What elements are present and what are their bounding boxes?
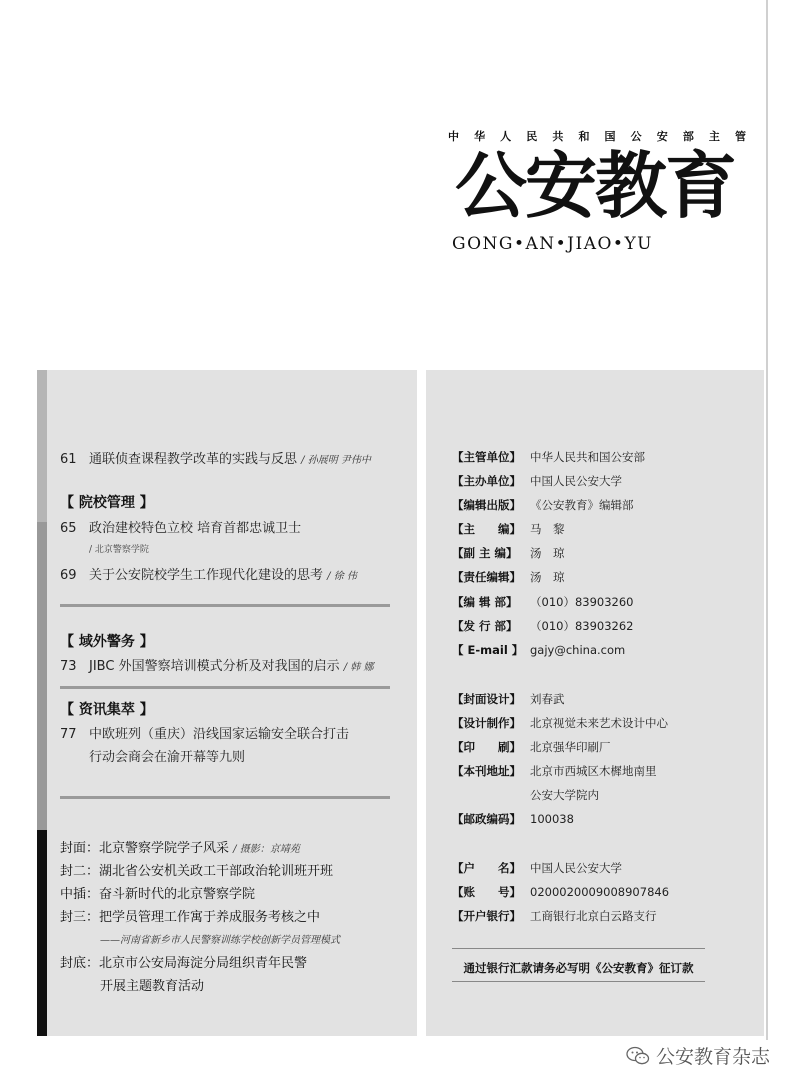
colophon-postcode [452,811,574,827]
colophon-value: 北京强华印刷厂 [530,740,611,754]
colophon-value: 中华人民共和国公安部 [530,450,645,464]
colophon-value: 中国人民公安大学 [530,861,622,875]
colophon-value: （010）83903262 [530,619,634,633]
toc-author: / 孙展明 尹伟中 [301,455,371,466]
colophon-label: 【主办单位】 [452,474,521,488]
colophon-responsible-editor [452,569,565,585]
cover-text: 把学员管理工作寓于养成服务考核之中 [99,910,321,925]
colophon-editorial-dept [452,594,633,610]
toc-title: 政治建校特色立校 培育首都忠诚卫士 [89,521,302,536]
colophon-value: （010）83903260 [530,595,634,609]
colophon-value: 北京市西城区木樨地南里 [530,764,657,778]
colophon-cover-design [452,691,565,707]
colophon-account-no [452,884,669,900]
magazine-title: 公安教育 [455,144,736,228]
section-heading-college: 【 院校管理 】 [60,495,154,511]
toc-title: 关于公安院校学生工作现代化建设的思考 [89,568,324,583]
colophon-label: 【账 号】 [452,885,521,899]
toc-page-number: 73 [60,659,77,674]
colophon-value: 《公安教育》编辑部 [530,498,634,512]
toc-title: JIBC 外国警察培训模式分析及对我国的启示 [89,659,340,674]
colophon-value: 汤 琼 [530,546,565,560]
colophon-printing [452,739,611,755]
toc-entry-77[interactable] [60,723,349,742]
cover-back [60,952,307,971]
magazine-pinyin: GONG•AN•JIAO•YU [452,234,653,254]
colophon-label: 【副 主 编】 [452,546,518,560]
notice-bottom-rule [452,981,705,982]
colophon-bank [452,908,657,924]
colophon-address-continued: 公安大学院内 [530,788,599,802]
toc-title-continued: 行动会商会在渝开幕等九则 [89,750,246,765]
cover-back-continued: 开展主题教育活动 [100,979,205,994]
colophon-email [452,642,625,658]
cover-label: 封底： [60,956,100,971]
cover-third-subtitle: ——河南省新乡市人民警察训练学校创新学员管理模式 [100,935,340,946]
colophon-label: 【开户银行】 [452,909,521,923]
side-bar-dark [37,830,47,1036]
cover-label: 封三： [60,910,100,925]
colophon-label: 【本刊地址】 [452,764,521,778]
colophon-label: 【印 刷】 [452,740,521,754]
toc-author: / 北京警察学院 [89,545,149,555]
cover-third [60,906,320,925]
colophon-value: 刘春武 [530,692,565,706]
colophon-design [452,715,668,731]
toc-page-number: 77 [60,727,77,742]
cover-text: 湖北省公安机关政工干部政治轮训班开班 [99,864,334,879]
colophon-editor-publisher [452,497,634,513]
colophon-chief-editor [452,521,565,537]
cover-text: 奋斗新时代的北京警察学院 [99,887,256,902]
divider [60,604,390,607]
colophon-deputy-editor [452,545,565,561]
colophon-distribution-dept [452,618,633,634]
page-edge-line [766,0,768,1040]
colophon-value: 0200020009008907846 [530,885,670,899]
toc-title: 通联侦查课程教学改革的实践与反思 [89,452,298,467]
colophon-label: 【封面设计】 [452,692,521,706]
colophon-value: 马 黎 [530,522,565,536]
colophon-supervisor [452,449,645,465]
colophon-address [452,763,657,779]
colophon-label: 【编辑出版】 [452,498,521,512]
watermark-text: 公安教育杂志 [656,1046,771,1068]
toc-page-number: 61 [60,452,77,467]
wechat-icon [626,1046,650,1066]
divider [60,686,390,689]
colophon-label: 【设计制作】 [452,716,521,730]
toc-page-number: 65 [60,521,77,536]
cover-label: 封面： [60,841,100,856]
cover-text: 北京警察学院学子风采 [99,841,230,856]
section-heading-news: 【 资讯集萃 】 [60,702,154,718]
cover-front [60,837,300,856]
colophon-value[interactable]: gajy@china.com [530,643,626,657]
cover-label: 封二： [60,864,100,879]
cover-insert [60,883,255,902]
toc-title: 中欧班列（重庆）沿线国家运输安全联合打击 [89,727,350,742]
wechat-watermark [626,1042,770,1069]
toc-entry-61[interactable] [60,448,371,467]
side-bar-light [37,370,47,522]
toc-page-number: 69 [60,568,77,583]
colophon-value: 100038 [530,812,574,826]
toc-entry-65[interactable] [60,517,301,536]
cover-second [60,860,333,879]
colophon-value: 工商银行北京白云路支行 [530,909,657,923]
remittance-notice: 通过银行汇款请务必写明《公安教育》征订款 [463,961,694,975]
publisher-line: 中华人民共和国公安部主管 [448,130,748,143]
cover-label: 中插： [60,887,100,902]
colophon-label: 【户 名】 [452,861,521,875]
toc-author: / 韩 娜 [343,662,374,673]
cover-author: / 摄影：京靖苑 [233,844,300,855]
toc-entry-73[interactable] [60,655,373,674]
colophon-value: 北京视觉未来艺术设计中心 [530,716,668,730]
colophon-sponsor [452,473,622,489]
colophon-value: 中国人民公安大学 [530,474,622,488]
section-heading-foreign: 【 域外警务 】 [60,634,154,650]
colophon-label: 【编 辑 部】 [452,595,518,609]
toc-entry-69[interactable] [60,564,357,583]
colophon-label: 【发 行 部】 [452,619,518,633]
colophon-account-name [452,860,622,876]
colophon-label: 【 E-mail 】 [452,643,524,657]
notice-top-rule [452,948,705,949]
colophon-label: 【主 编】 [452,522,521,536]
divider [60,796,390,799]
colophon-label: 【主管单位】 [452,450,521,464]
colophon-value: 汤 琼 [530,570,565,584]
colophon-label: 【邮政编码】 [452,812,521,826]
side-bar-mid [37,522,47,830]
colophon-label: 【责任编辑】 [452,570,521,584]
toc-author: / 徐 伟 [327,571,357,582]
cover-text: 北京市公安局海淀分局组织青年民警 [99,956,308,971]
